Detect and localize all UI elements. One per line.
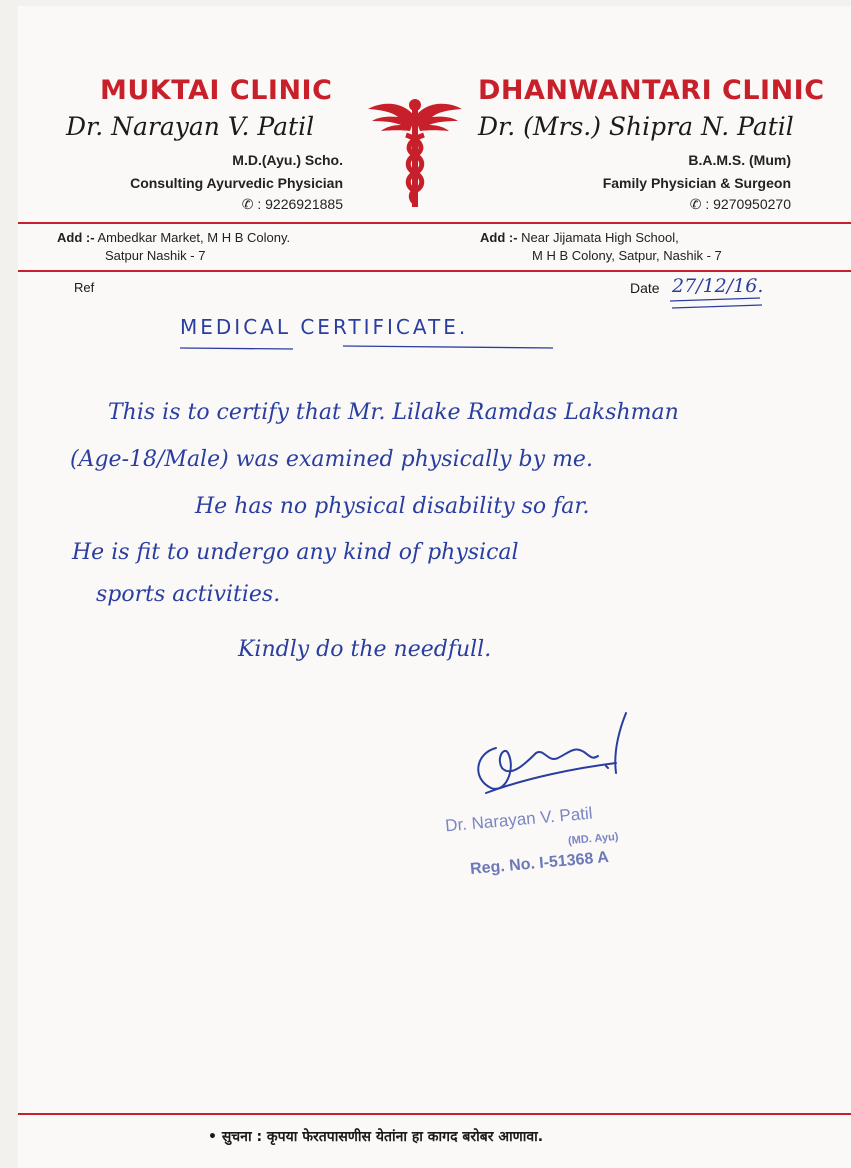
phone-icon: ✆ [689,196,702,212]
body-line-4: He is fit to undergo any kind of physical [72,540,519,565]
body-line-6: Kindly do the needfull. [238,637,492,662]
footer-note-text: सुचना : कृपया फेरतपासणीस येतांना हा कागद बरोबर आणावा. [221,1129,544,1145]
left-clinic-name: MUKTAI CLINIC [100,75,333,106]
left-address [57,229,290,265]
left-address-label: Add :- [57,230,95,245]
left-title: Consulting Ayurvedic Physician [130,175,343,191]
left-phone-number: 9226921885 [265,196,343,212]
right-clinic-name: DHANWANTARI CLINIC [478,75,825,106]
footer-note [208,1127,543,1146]
left-degree: M.D.(Ayu.) Scho. [232,152,343,168]
caduceus-icon [368,95,462,210]
body-line-1: This is to certify that Mr. Lilake Ramdas Lakshman [108,400,679,425]
right-address-label: Add :- [480,230,518,245]
left-address-line2: Satpur Nashik - 7 [105,248,206,263]
right-doctor-name: Dr. (Mrs.) Shipra N. Patil [478,112,794,141]
right-phone: ✆ : 9270950270 [689,196,791,212]
header-rule-top [18,222,851,224]
right-phone-number: 9270950270 [713,196,791,212]
date-value: 27/12/16. [672,275,764,297]
right-address-line1: Near Jijamata High School, [521,230,679,245]
certificate-heading: MEDICAL CERTIFICATE. [180,315,469,339]
left-phone: ✆ : 9226921885 [241,196,343,212]
right-degree: B.A.M.S. (Mum) [688,152,791,168]
body-line-2: (Age-18/Male) was examined physically by me. [70,447,593,472]
body-line-5: sports activities. [96,582,281,607]
footer-rule [18,1113,851,1115]
right-title: Family Physician & Surgeon [602,175,791,191]
ref-label: Ref [74,280,95,295]
right-address-line2: M H B Colony, Satpur, Nashik - 7 [532,248,722,263]
date-label: Date [630,280,660,296]
left-address-line1: Ambedkar Market, M H B Colony. [97,230,291,245]
stamp-doctor-name: Dr. Narayan V. Patil [444,803,594,836]
handwritten-signature [466,708,646,800]
stamp-degree: (MD. Ayu) [567,830,619,848]
bullet-icon: • [208,1129,217,1145]
stamp-reg-number: Reg. No. I-51368 A [469,848,610,879]
date-underline [668,296,763,310]
header-rule-bottom [18,270,851,272]
phone-icon: ✆ [241,196,254,212]
heading-underline [178,342,558,354]
body-line-3: He has no physical disability so far. [195,494,590,519]
left-doctor-name: Dr. Narayan V. Patil [66,112,315,141]
right-address [480,229,722,265]
